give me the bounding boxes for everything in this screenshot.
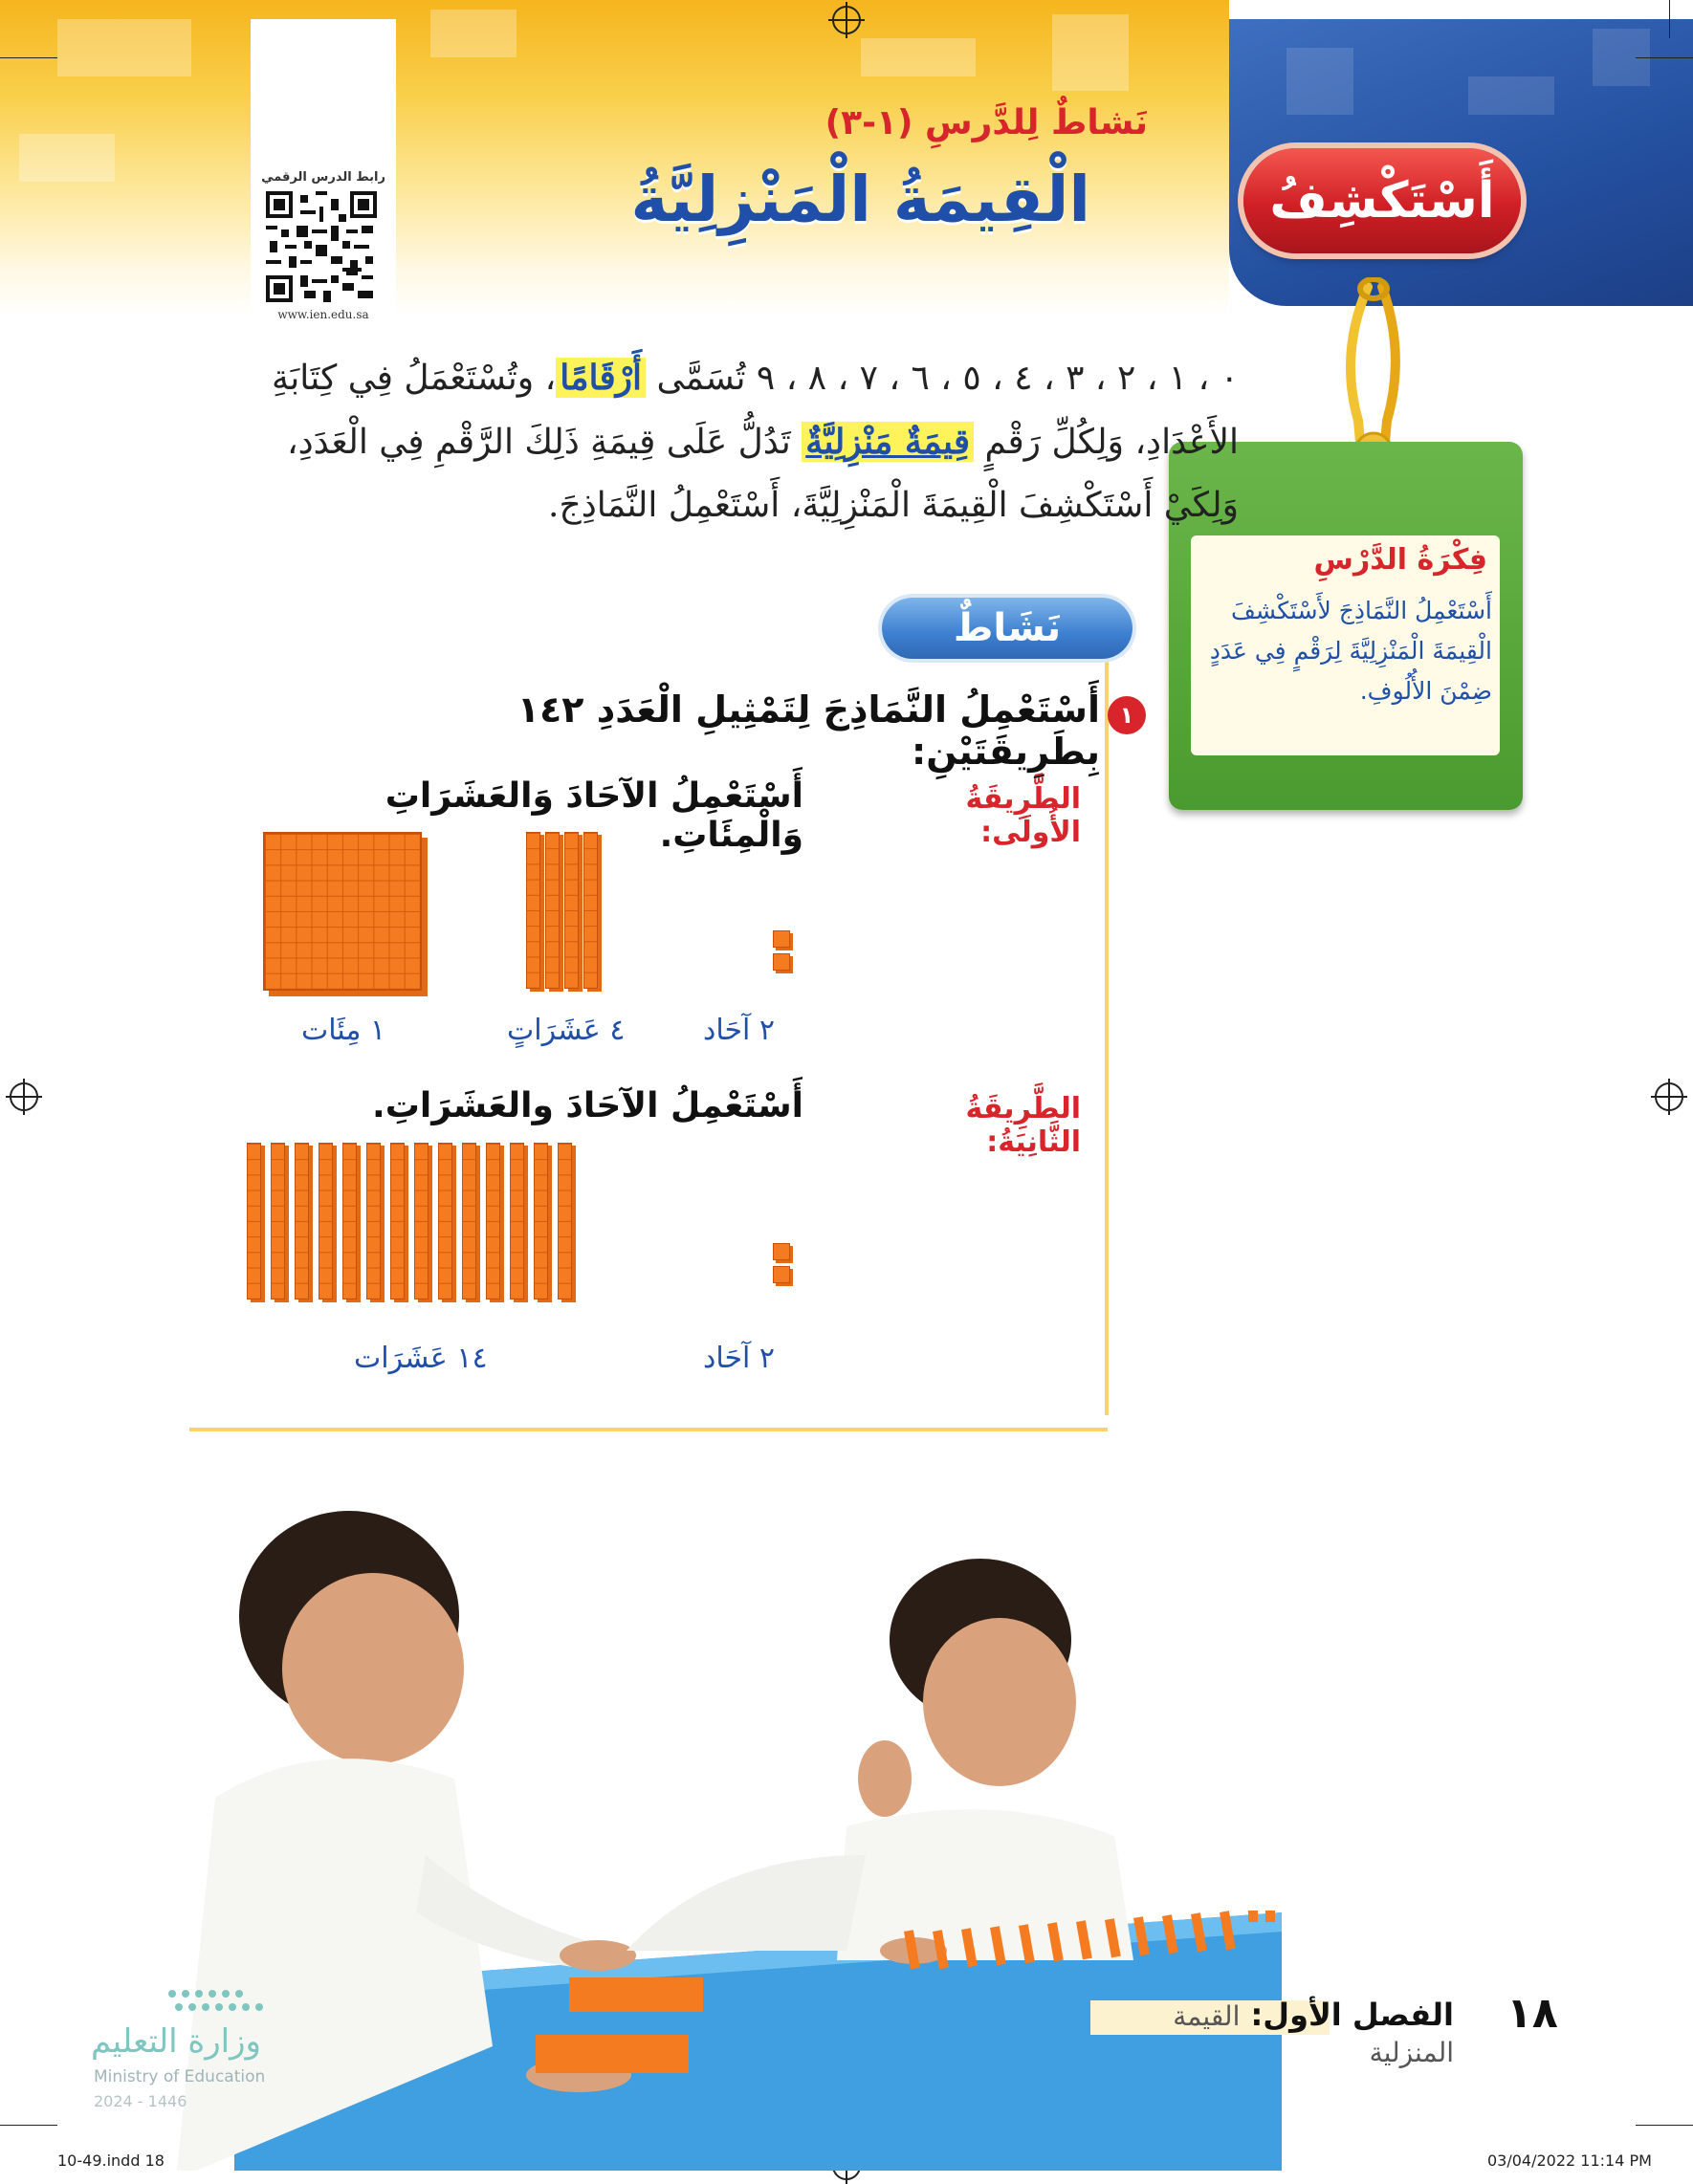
ministry-name-ar: وزارة التعليم [91, 2022, 261, 2061]
intro-part2: ، وتُسْتَعْمَلُ فِي كِتَابَةِ الأَعْدَادِ، وَلِكُلِّ رَقْمٍ [271, 359, 1239, 462]
registration-mark [1655, 1082, 1683, 1111]
crop-mark [1669, 0, 1670, 38]
activity-badge-label: نَشَاطٌ [953, 606, 1062, 650]
page-number: ١٨ [1506, 1989, 1558, 2038]
ministry-logo-icon [163, 1984, 268, 2022]
ten-rod [247, 1143, 261, 1299]
footer-chapter [1090, 1997, 1454, 2069]
ten-rod [295, 1143, 309, 1299]
ten-rod [414, 1143, 429, 1299]
way1-label: الطَّرِيقَةُ الأُولَى: [965, 782, 1081, 849]
crop-mark [0, 2125, 57, 2126]
intro-part1: ٠ ، ١ ، ٢ ، ٣ ، ٤ ، ٥ ، ٦ ، ٧ ، ٨ ، ٩ تُسَمَّى [656, 359, 1239, 398]
question-text: أَسْتَعْمِلُ النَّمَاذِجَ لِتَمْثِيلِ الْعَدَدِ ١٤٢ بِطَرِيقَتَيْنِ: [517, 688, 1100, 773]
explore-label: أَسْتَكْشِفُ [1269, 172, 1495, 229]
registration-mark [10, 1082, 38, 1111]
one-cube [773, 1243, 790, 1260]
way2-ones-caption: ٢ آحَاد [703, 1342, 776, 1375]
activity-badge [882, 598, 1132, 659]
print-slug-date: 03/04/2022 11:14 PM [1487, 2151, 1652, 2170]
ten-rod [564, 832, 579, 989]
qr-url: www.ien.edu.sa [277, 308, 369, 321]
crop-mark [1636, 57, 1693, 58]
qr-code[interactable] [266, 191, 377, 302]
ministry-year: 2024 - 1446 [94, 2092, 187, 2110]
explore-button[interactable] [1243, 148, 1521, 253]
ten-rod [438, 1143, 452, 1299]
intro-paragraph [225, 346, 1239, 537]
ten-rod [462, 1143, 476, 1299]
activity-border [1105, 660, 1109, 1415]
activity-border [189, 1428, 1108, 1431]
ten-rod [390, 1143, 405, 1299]
ten-rod [271, 1143, 285, 1299]
way1-description: أَسْتَعْمِلُ الآحَادَ وَالعَشَرَاتِ وَالْمِئَاتِ. [385, 776, 803, 855]
way1-tens-caption: ٤ عَشَرَاتٍ [507, 1014, 626, 1047]
ten-rod [534, 1143, 548, 1299]
one-cube [773, 953, 790, 971]
intro-part3: تَدُلُّ عَلَى قِيمَةِ ذَلِكَ الرَّقْمِ فِي الْعَدَدِ، وَلِكَيْ أَسْتَكْشِفَ الْقِيمَةَ الْمَنْزِلِيَّةَ، أَسْتَعْمِلُ النَّمَاذِجَ. [286, 423, 1239, 525]
lesson-idea-text: أَسْتَعْمِلُ النَّمَاذِجَ لأَسْتَكْشِفَ الْقِيمَةَ الْمَنْزِلِيَّةَ لِرَقْمٍ فِي عَدَدٍ ضِمْنَ الأُلُوفِ. [1209, 597, 1492, 705]
footer-chapter-label: الفصل الأول: [1250, 1997, 1454, 2033]
print-slug-file: 10-49.indd 18 [57, 2151, 165, 2170]
footer-chapter-topic: القيمة المنزلية [1173, 2000, 1454, 2068]
page-title: الْقِيمَةُ الْمَنْزِلِيَّةُ [630, 163, 1090, 236]
ten-rod [486, 1143, 500, 1299]
crop-mark [0, 57, 57, 58]
students-photo [177, 1511, 1282, 2171]
qr-caption: رابط الدرس الرقمي [261, 170, 385, 185]
ten-rod [319, 1143, 333, 1299]
header-band [0, 0, 1229, 316]
ten-rod [342, 1143, 357, 1299]
ten-rod [366, 1143, 381, 1299]
one-cube [773, 1266, 790, 1283]
way2-label: الطَّرِيقَةُ الثَّانِيَةُ: [965, 1092, 1081, 1159]
ten-rod [583, 832, 598, 989]
digits-term: أَرْقَامًا [556, 358, 646, 398]
way1-ones-caption: ٢ آحَاد [703, 1014, 776, 1047]
one-cube [773, 930, 790, 948]
ministry-name-en: Ministry of Education [94, 2067, 266, 2086]
lesson-tag: نَشاطٌ لِلدَّرسِ (١-٣) [825, 103, 1148, 142]
lesson-idea-title: فِكْرَةُ الدَّرْسِ [1313, 543, 1487, 577]
place-value-term: قِيمَةٌ مَنْزِلِيَّةٌ [802, 422, 974, 462]
way2-description: أَسْتَعْمِلُ الآحَادَ والعَشَرَاتِ. [372, 1086, 803, 1125]
ten-rod [558, 1143, 572, 1299]
registration-mark [832, 6, 861, 34]
ten-rod [510, 1143, 524, 1299]
hundred-block [263, 832, 422, 991]
way2-tens-caption: ١٤ عَشَرَات [354, 1342, 488, 1375]
question-number: ١ [1108, 696, 1146, 734]
way1-hundreds-caption: ١ مِئَات [301, 1014, 386, 1047]
crop-mark [1636, 2125, 1693, 2126]
ten-rod [526, 832, 540, 989]
ten-rod [545, 832, 560, 989]
